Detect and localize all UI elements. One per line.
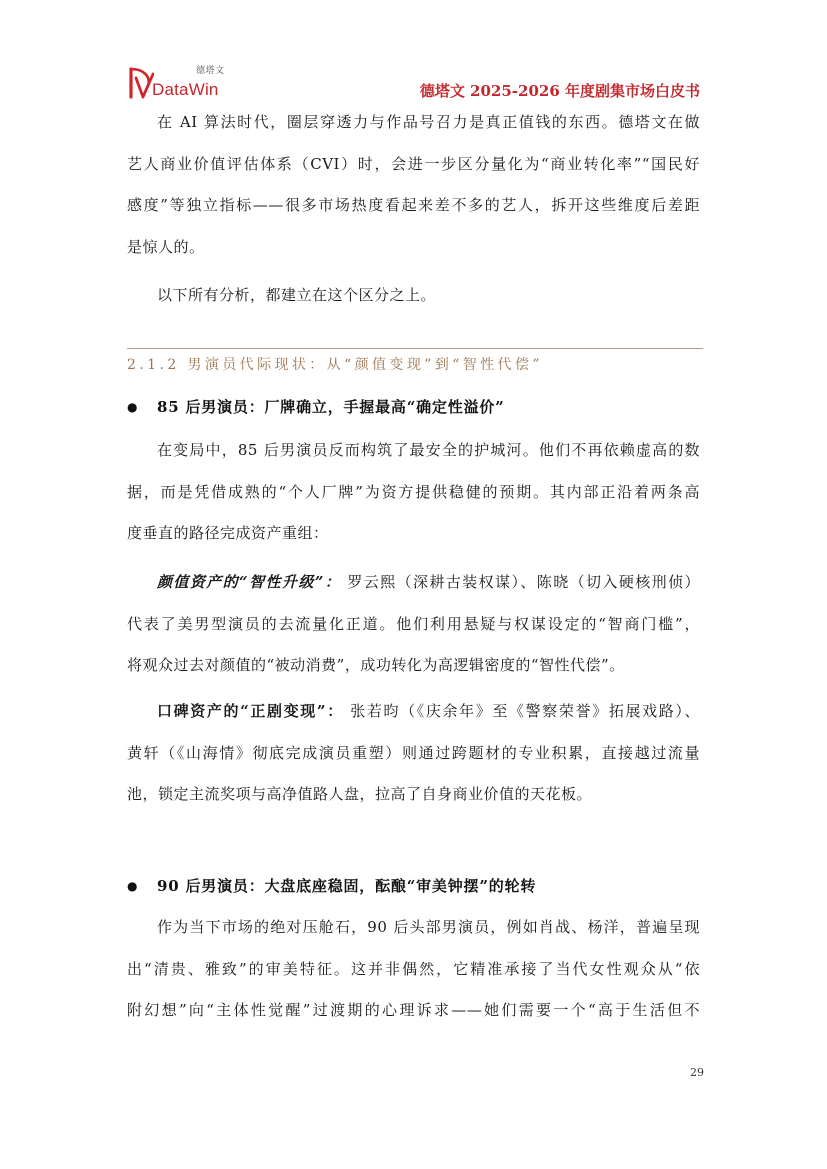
intro-paragraph (127, 102, 700, 268)
paragraph-line: 艺人商业价值评估体系（CVI）时，会进一步区分量化为“商业转化率”“国民好 (127, 154, 700, 173)
asset-paragraph-reputation (127, 691, 700, 816)
asset-label: 口碑资产的“正剧变现”： (157, 702, 344, 720)
bullet-heading-90 (127, 871, 700, 901)
paragraph-line: 是惊人的。 (127, 237, 205, 256)
logo-english-name: DataWin (152, 80, 219, 99)
paragraph-line: 感度”等独立指标——很多市场热度看起来差不多的艺人，拆开这些维度后差距 (127, 196, 700, 214)
paragraph-line: 附幻想”向“主体性觉醒”过渡期的心理诉求——她们需要一个“高于生活但不 (127, 1001, 700, 1019)
paragraph-line: 在 AI 算法时代，圈层穿透力与作品号召力是真正值钱的东西。德塔文在做 (157, 113, 700, 131)
page-number: 29 (690, 1066, 704, 1079)
section-divider (127, 348, 703, 349)
paragraph-line: 代表了美男型演员的去流量化正道。他们利用悬疑与权谋设定的“智商门槛”， (127, 614, 700, 633)
paragraph-line (127, 691, 700, 733)
paragraph-line: 黄轩（《山海情》彻底完成演员重塑）则通过跨题材的专业积累，直接越过流量 (127, 743, 700, 762)
bullet-heading-85 (127, 392, 700, 422)
gen90-intro-paragraph (127, 907, 700, 1032)
bullet-dot-icon: ● (127, 879, 138, 893)
section-heading: 2.1.2 男演员代际现状：从“颜值变现”到“智性代偿” (127, 357, 543, 373)
bullet-dot-icon: ● (127, 400, 138, 414)
datawin-logo (128, 64, 232, 104)
paragraph-line: 以下所有分析，都建立在这个区分之上。 (157, 286, 437, 304)
paragraph-line: 出“清贵、雅致”的审美特征。这并非偶然，它精准承接了当代女性观众从“依 (127, 959, 700, 978)
asset-text: 罗云熙（深耕古装权谋）、陈晓（切入硬核刑侦） (347, 573, 700, 591)
paragraph-line: 据，而是凭借成熟的“个人厂牌”为资方提供稳健的预期。其内部正沿着两条高 (127, 482, 700, 501)
paragraph-line (127, 562, 700, 604)
paragraph-line: 在变局中，85 后男演员反而构筑了最安全的护城河。他们不再依赖虚高的数 (157, 441, 700, 459)
logo-chinese-name: 德塔文 (196, 66, 225, 76)
asset-label: 颜值资产的“智性升级”： (157, 573, 342, 591)
paragraph-line: 池，锁定主流奖项与高净值路人盘，拉高了自身商业价值的天花板。 (127, 785, 593, 803)
datawin-logo-icon (128, 66, 154, 100)
bullet-title: 85 后男演员：厂牌确立，手握最高“确定性溢价” (157, 398, 505, 416)
document-title: 德塔文 2025-2026 年度剧集市场白皮书 (419, 82, 700, 100)
asset-text: 张若昀（《庆余年》至《警察荣誉》拓展戏路）、 (350, 702, 700, 720)
asset-paragraph-looks (127, 562, 700, 687)
gen85-intro-paragraph (127, 430, 700, 555)
paragraph-line: 度垂直的路径完成资产重组： (127, 524, 329, 542)
summary-paragraph (127, 275, 700, 317)
paragraph-line: 作为当下市场的绝对压舱石，90 后头部男演员，例如肖战、杨洋，普遍呈现 (157, 918, 700, 936)
bullet-title: 90 后男演员：大盘底座稳固，酝酿“审美钟摆”的轮转 (157, 877, 537, 895)
paragraph-line: 将观众过去对颜值的“被动消费”，成功转化为高逻辑密度的“智性代偿”。 (127, 656, 625, 674)
